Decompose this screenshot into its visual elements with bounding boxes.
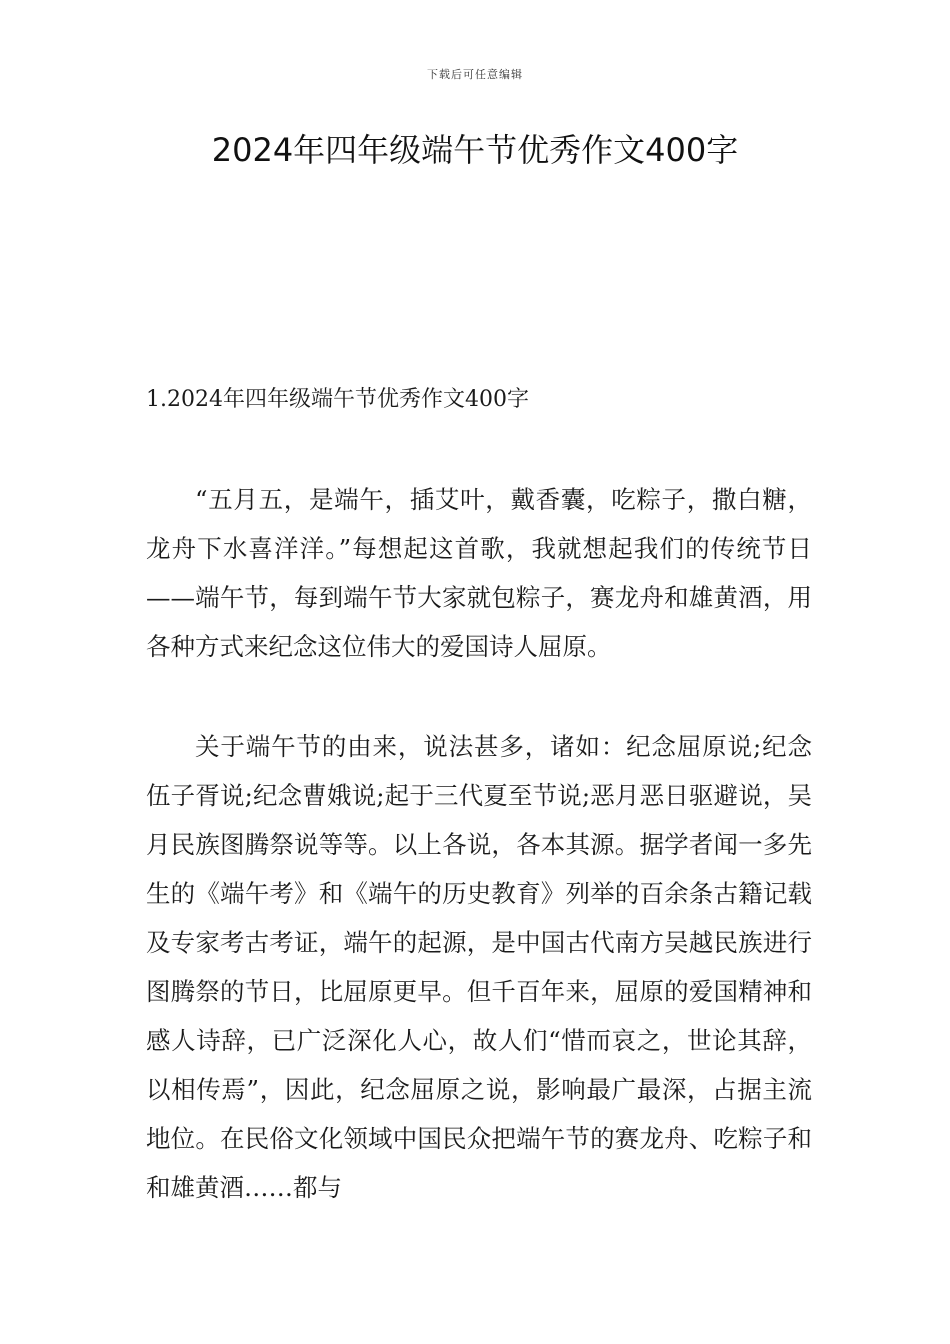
section-heading: 1.2024年四年级端午节优秀作文400字 bbox=[146, 387, 529, 412]
paragraph-intro: “五月五，是端午，插艾叶，戴香囊，吃粽子，撒白糖，龙舟下水喜洋洋。”每想起这首歌，我就想起我们的传统节日——端午节，每到端午节大家就包粽子，赛龙舟和雄黄酒，用各种方式来纪念这位伟大的爱国诗人屈原。 bbox=[146, 485, 812, 661]
header-note: 下载后可任意编辑 bbox=[427, 68, 523, 81]
paragraph-origin: 关于端午节的由来，说法甚多，诸如：纪念屈原说;纪念伍子胥说;纪念曹娥说;起于三代夏至节说;恶月恶日驱避说，吴月民族图腾祭说等等。以上各说，各本其源。据学者闻一多先生的《端午考》和《端午的历史教育》列举的百余条古籍记载及专家考古考证，端午的起源，是中国古代南方吴越民族进行图腾祭的节日，比屈原更早。但千百年来，屈原的爱国精神和感人诗辞，已广泛深化人心，故人们“惜而哀之，世论其辞，以相传焉”，因此，纪念屈原之说，影响最广最深，占据主流地位。在民俗文化领域中国民众把端午节的赛龙舟、吃粽子和和雄黄酒……都与 bbox=[146, 732, 812, 1202]
document-title: 2024年四年级端午节优秀作文400字 bbox=[211, 131, 739, 169]
